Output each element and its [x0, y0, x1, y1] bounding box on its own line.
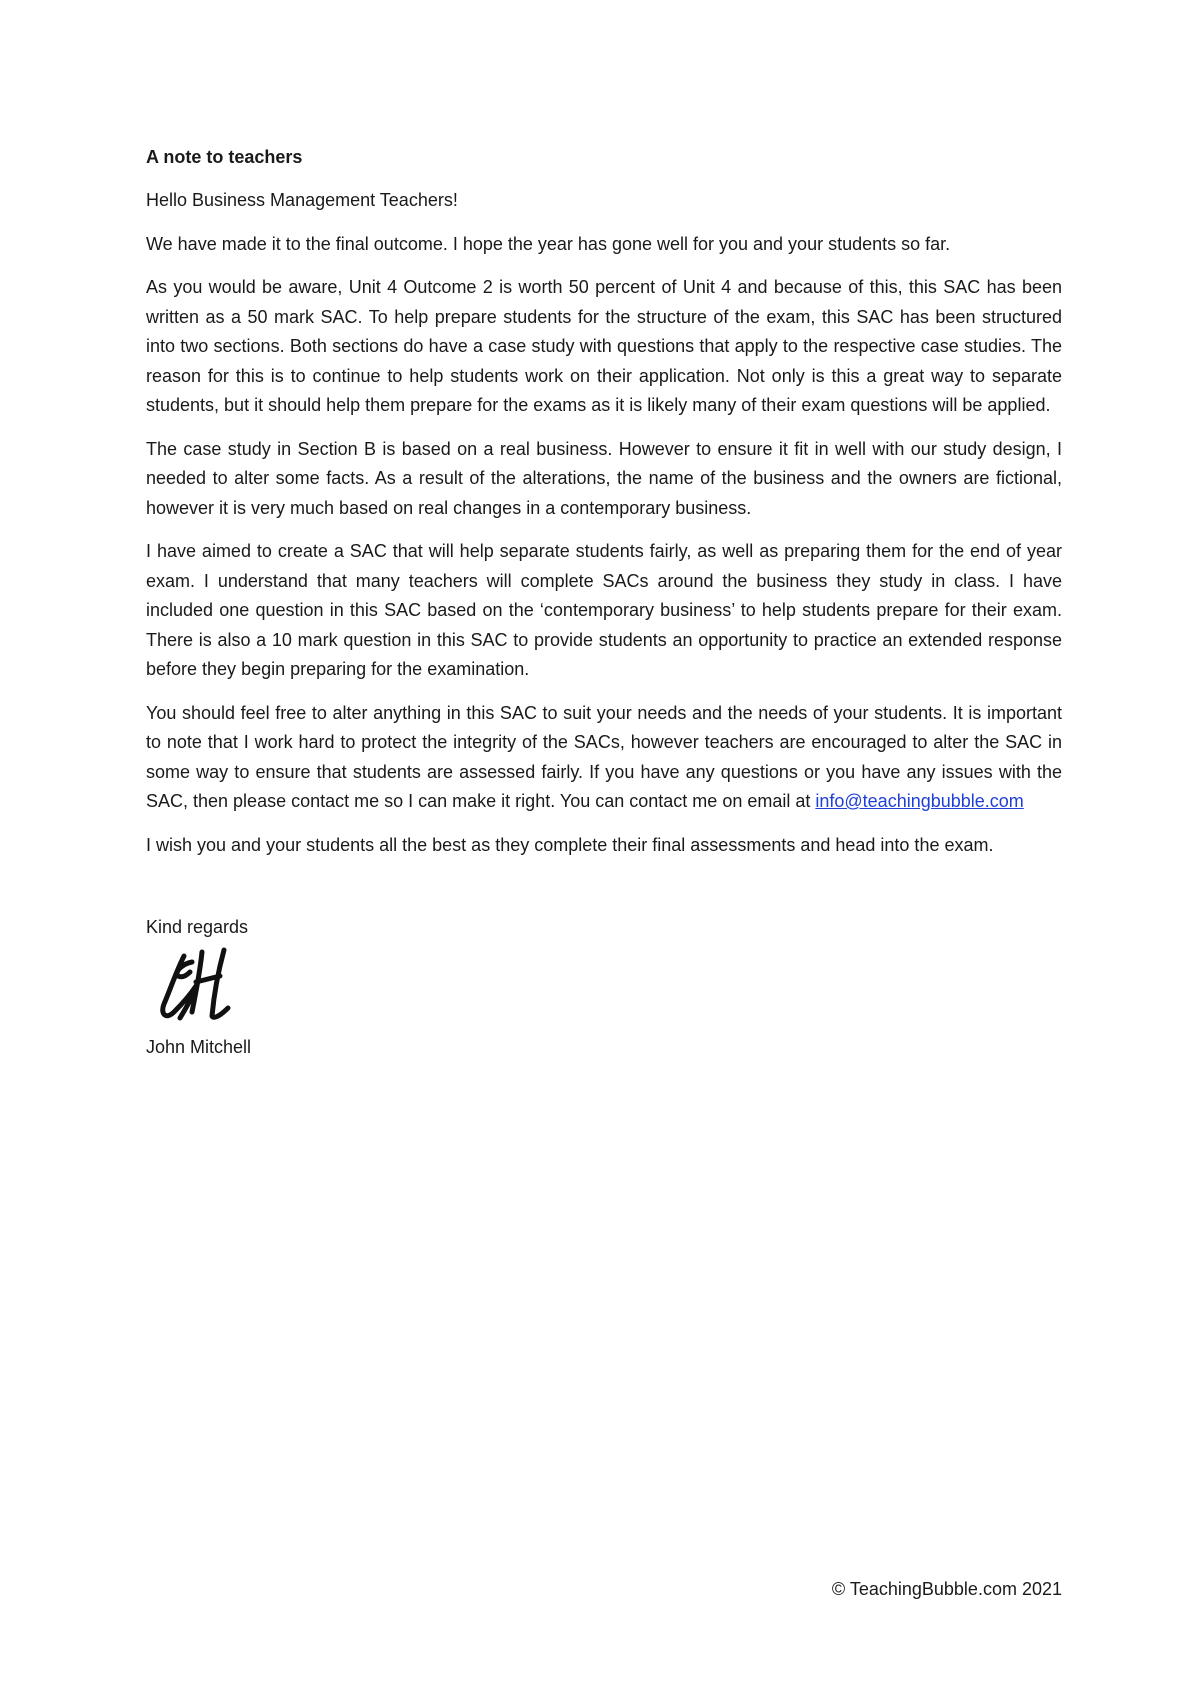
paragraph-structure: As you would be aware, Unit 4 Outcome 2 is worth 50 percent of Unit 4 and because of this, this SAC has been written as a 50 mark SAC. To help prepare students for the structure of the exam, this SAC has been structured into two sections. Both sections do have a case study with questions that apply to the respective case studies. The reason for this is to continue to help students work on their application. Not only is this a great way to separate students, but it should help them prepare for the exams as it is likely many of their exam questions will be applied. [146, 277, 1062, 415]
greeting: Hello Business Management Teachers! [146, 190, 458, 210]
paragraph-contact [146, 699, 1062, 817]
paragraph-farewell: I wish you and your students all the best as they complete their final assessments and head into the exam. [146, 834, 994, 855]
letter-heading: A note to teachers [146, 147, 303, 167]
letter [146, 142, 1062, 1062]
email-link[interactable]: info@teachingbubble.com [815, 791, 1024, 811]
signer-name: John Mitchell [146, 1037, 252, 1057]
closing: Kind regards [146, 917, 249, 937]
paragraph-intro: We have made it to the final outcome. I hope the year has gone well for you and your students so far. [146, 233, 951, 254]
paragraph-case-study: The case study in Section B is based on a real business. However to ensure it fit in well with our study design, I needed to alter some facts. As a result of the alterations, the name of the business and the owners are fictional, however it is very much based on real changes in a contemporary business. [146, 438, 1062, 518]
contact-text: You should feel free to alter anything in this SAC to suit your needs and the needs of your students. It is important to note that I work hard to protect the integrity of the SACs, however teachers are encouraged to alter the SAC in some way to ensure that students are assessed fairly. If you have any questions or you have any issues with the SAC, then please contact me so I can make it right. You can contact me on email at [146, 702, 1062, 811]
signature-image [152, 942, 252, 1026]
paragraph-aims: I have aimed to create a SAC that will help separate students fairly, as well as preparing them for the end of year exam. I understand that many teachers will complete SACs around the business they study in class. I have included one question in this SAC based on the ‘contemporary business’ to help students prepare for their exam. There is also a 10 mark question in this SAC to provide students an opportunity to practice an extended response before they begin preparing for the examination. [146, 541, 1062, 679]
copyright-footer: © TeachingBubble.com 2021 [831, 1579, 1062, 1599]
